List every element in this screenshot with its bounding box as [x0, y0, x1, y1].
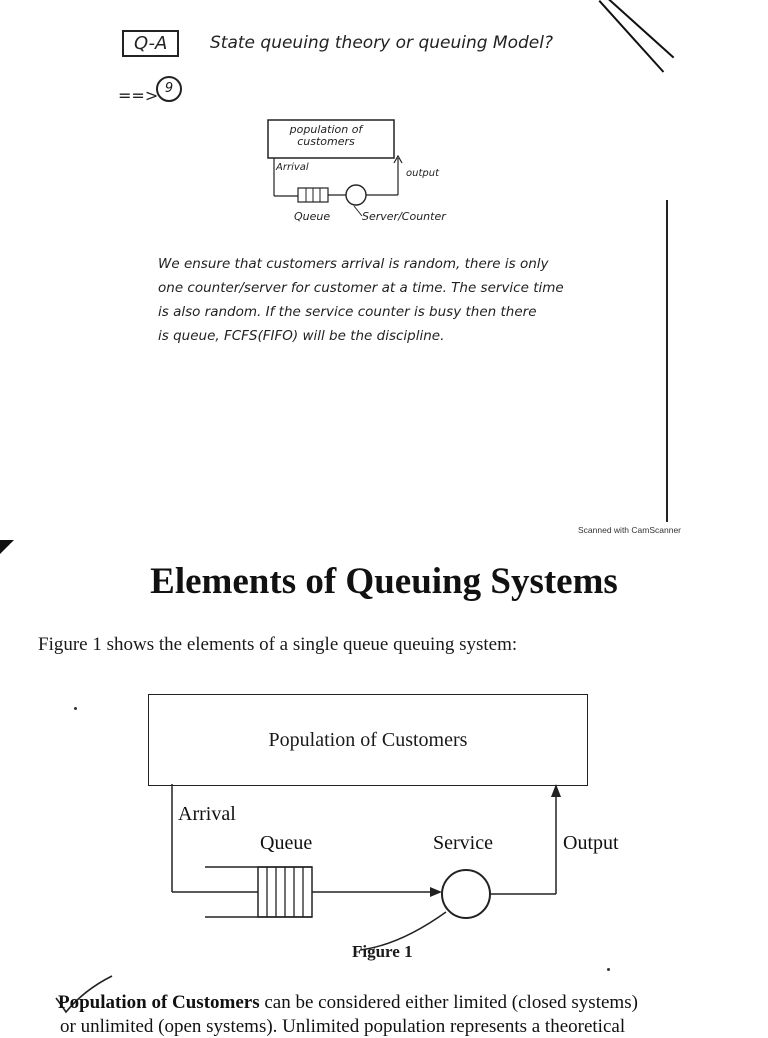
- question-text: State queuing theory or queuing Model?: [210, 33, 553, 53]
- speck: [607, 968, 610, 971]
- population-definition: [58, 992, 638, 1014]
- handwritten-line: We ensure that customers arrival is random, there is only: [158, 256, 549, 272]
- handwritten-line: is queue, FCFS(FIFO) will be the discipline.: [158, 328, 445, 344]
- scanner-watermark: Scanned with CamScanner: [578, 525, 682, 535]
- queue-label: Queue: [260, 832, 313, 854]
- figure-caption: Figure 1: [352, 942, 413, 961]
- population-label: Population of Customers: [268, 729, 468, 751]
- question-label: Q-A: [122, 30, 179, 57]
- sketch-queue-label: Queue: [294, 210, 331, 223]
- population-definition-text: can be considered either limited (closed systems): [259, 992, 638, 1013]
- handwritten-line: is also random. If the service counter is busy then there: [158, 304, 537, 320]
- figure-intro-text: Figure 1 shows the elements of a single queue queuing system:: [38, 634, 518, 655]
- sketch-server-label: Server/Counter: [362, 210, 446, 223]
- service-circle: [442, 870, 490, 918]
- population-term: Population of Customers: [58, 992, 260, 1013]
- sketch-output-label: output: [406, 168, 439, 179]
- arrow-head: [551, 784, 561, 797]
- answer-mark: 9: [156, 76, 182, 102]
- page-title: Elements of Queuing Systems: [150, 561, 618, 602]
- arrow-head: [430, 887, 442, 897]
- cut-off-line: or unlimited (open systems). Unlimited population represents a theoretical: [60, 1016, 626, 1037]
- sketch-arrival-label: Arrival: [276, 162, 309, 173]
- output-label: Output: [563, 832, 619, 854]
- service-label: Service: [433, 832, 493, 854]
- handwritten-line: one counter/server for customer at a time. The service time: [158, 280, 564, 296]
- sketch-population-label: population of customers: [289, 123, 363, 148]
- arrival-label: Arrival: [178, 803, 236, 825]
- answer-arrow: ==>: [118, 86, 159, 105]
